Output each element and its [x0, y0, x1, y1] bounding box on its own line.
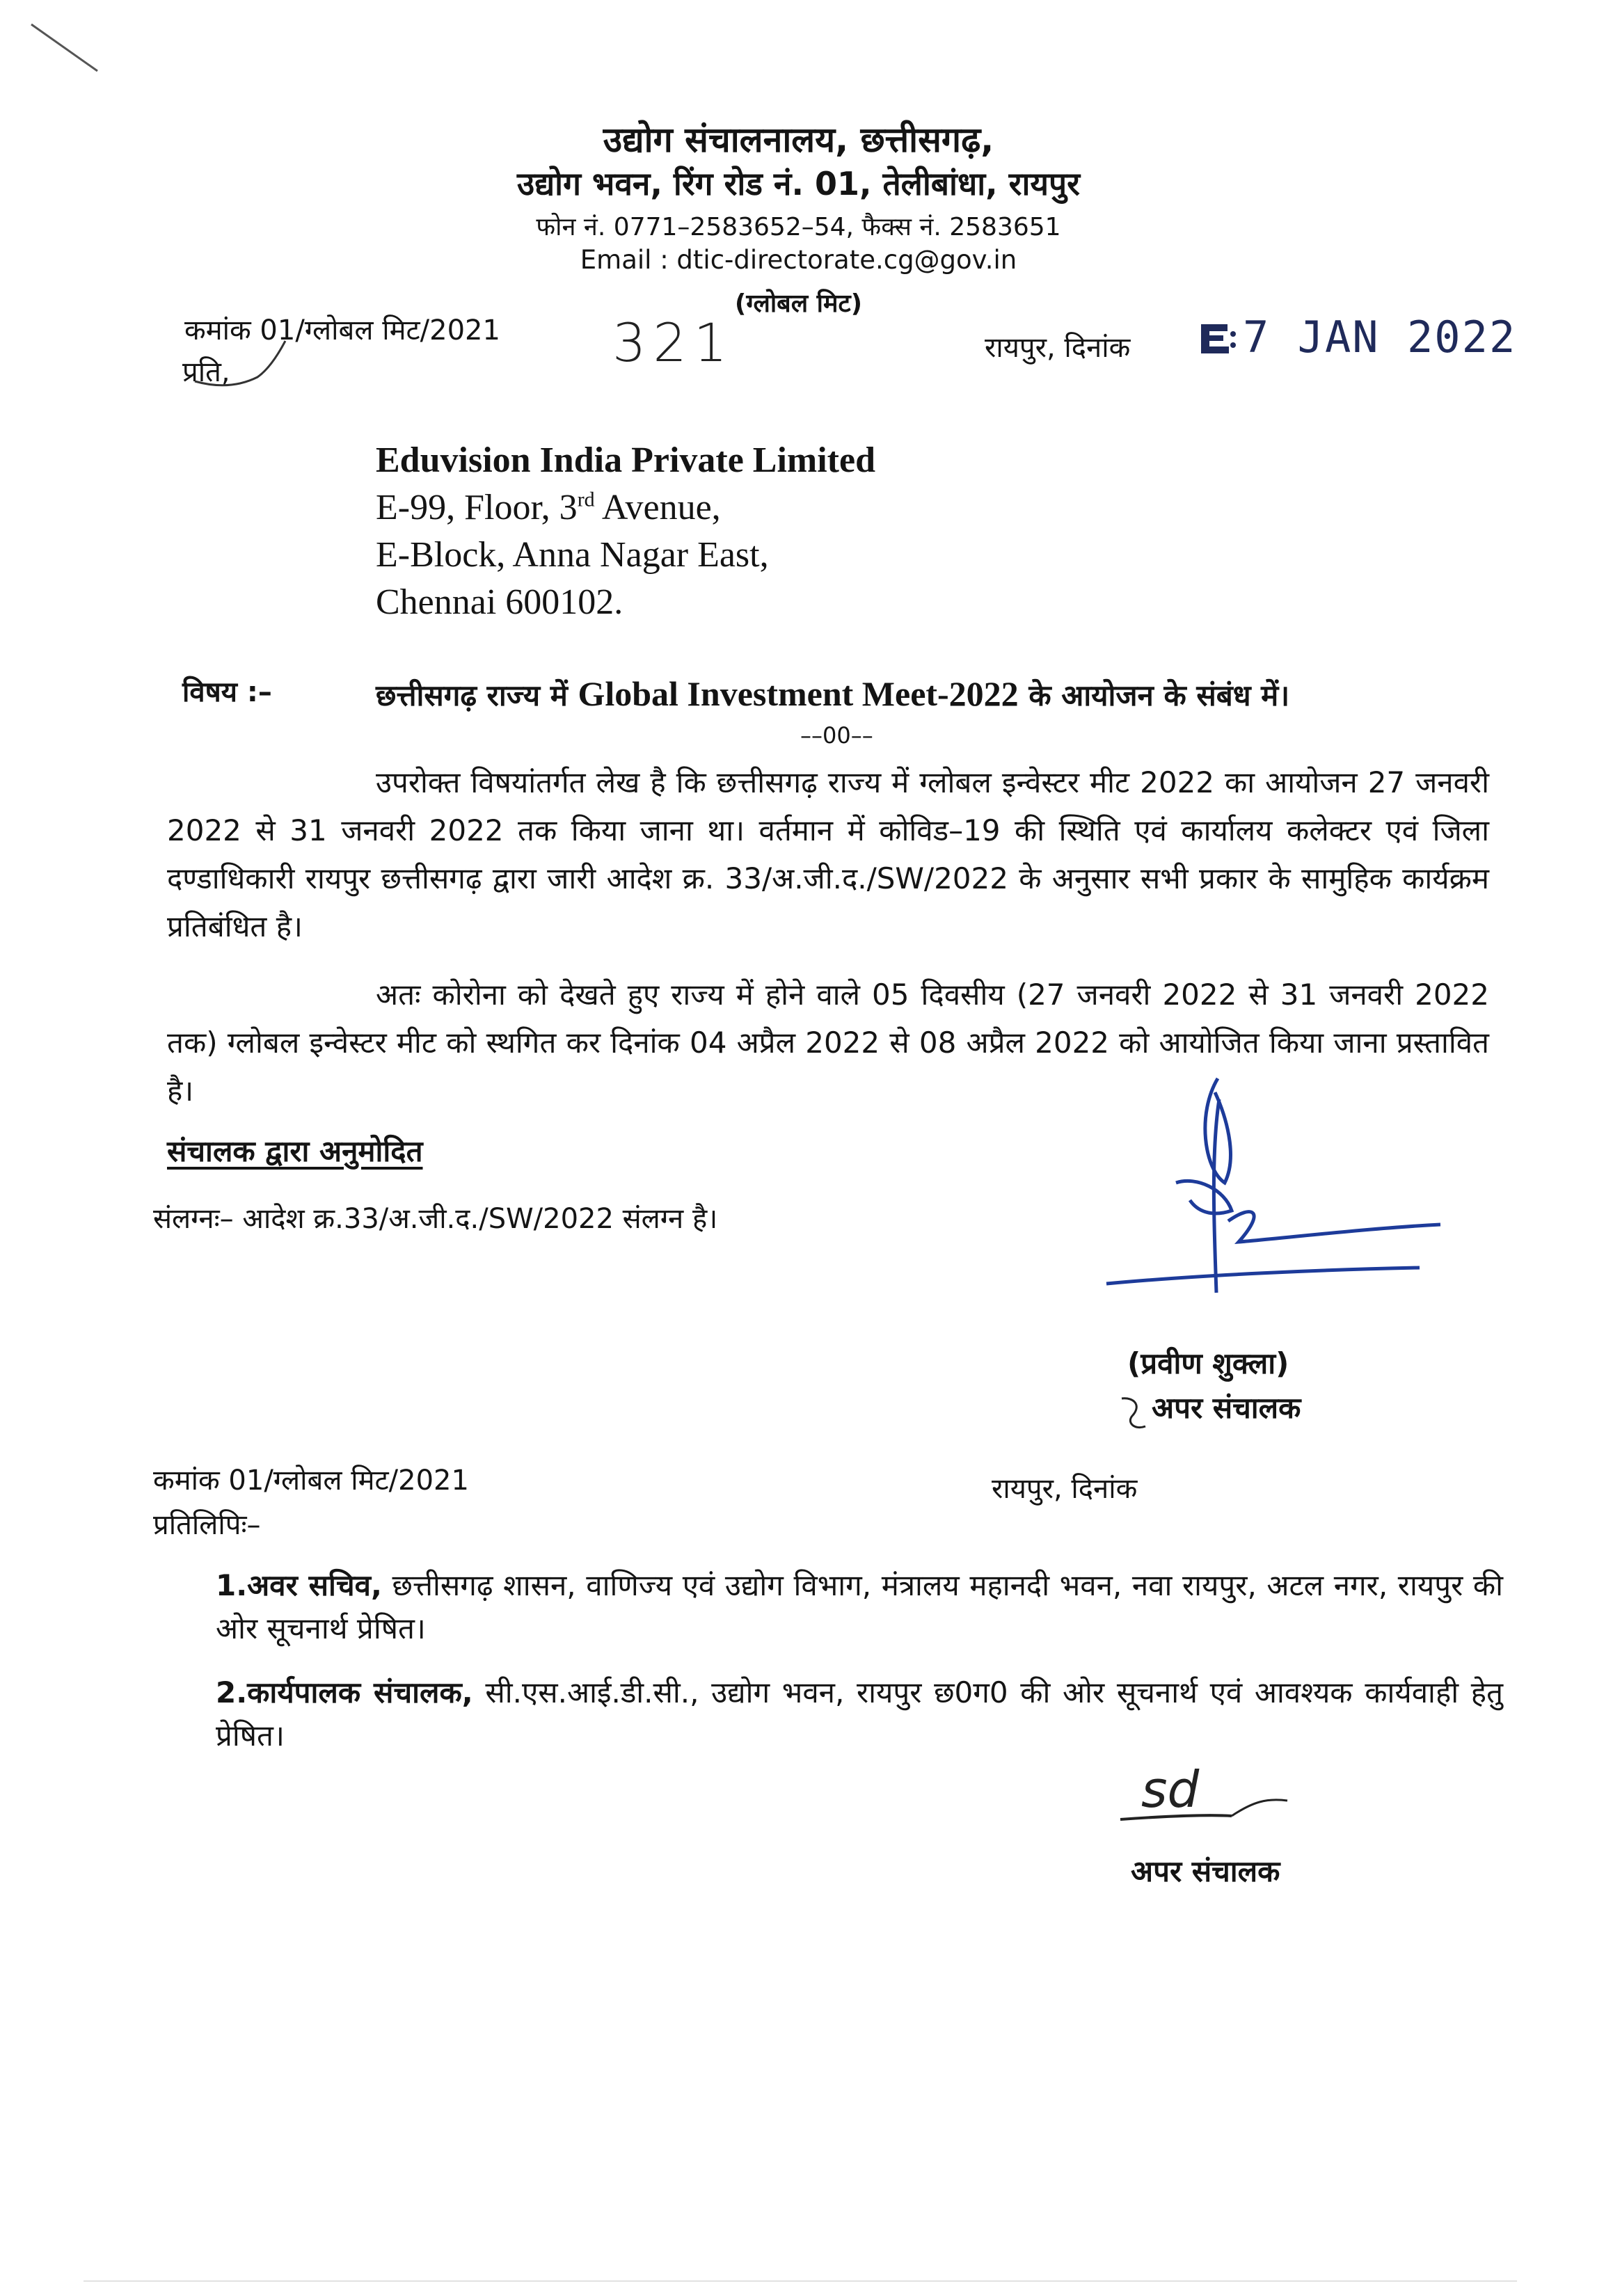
copy-item-2 [216, 1671, 1503, 1757]
recipient-label: प्रति, [182, 356, 230, 388]
copy-label: प्रतिलिपिः– [153, 1509, 261, 1541]
signatory-name: (प्रवीण शुक्ला) [1127, 1346, 1289, 1380]
subject-text-hindi: छत्तीसगढ़ राज्य में [376, 678, 568, 712]
signature-graphic [1093, 1071, 1461, 1308]
letterhead-office: उद्योग संचालनालय, छत्तीसगढ़, [603, 120, 994, 160]
copy-designation: अपर संचालक [1131, 1854, 1280, 1888]
addressee-line1-sup: rd [577, 488, 595, 511]
letterhead-phone: फोन नं. 0771–2583652–54, फैक्स नं. 2583651 [536, 213, 1061, 241]
copy-reference-number: कमांक 01/ग्लोबल मिट/2021 [153, 1465, 469, 1497]
subject-separator: ––00–– [800, 722, 873, 749]
approval-note: संचालक द्वारा अनुमोदित [167, 1134, 423, 1168]
subject-text-hindi-end: के आयोजन के संबंध में। [1028, 678, 1290, 712]
copy-item-2-text: सी.एस.आई.डी.सी., उद्योग भवन, रायपुर छ0ग0 की ओर सूचनार्थ एवं आवश्यक कार्यवाही हेतु प्रेषित। [216, 1675, 1504, 1753]
copy-item-1-text: छत्तीसगढ़ शासन, वाणिज्य एवं उद्योग विभाग, मंत्रालय महानदी भवन, नवा रायपुर, अटल नगर, रायपुर की ओर सूचनार्थ प्रेषित। [216, 1568, 1503, 1645]
body-paragraph-1: उपरोक्त विषयांतर्गत लेख है कि छत्तीसगढ़ राज्य में ग्लोबल इन्वेस्टर मीट 2022 का आयोजन 27 जनवरी 2022 से 31 जनवरी 2022 तक किया जाना था। वर्तमान में कोविड–19 की स्थिति एवं कार्यालय कलेक्टर एवं जिला दण्डाधिकारी रायपुर छत्तीसगढ़ द्वारा जारी आदेश क्र. 33/अ.जी.द./SW/2022 के अनुसार सभी प्रकार के सामुहिक कार्यक्रम प्रतिबंधित है। [167, 765, 1489, 943]
subject-text-english: Global Investment Meet-2022 [578, 674, 1019, 713]
addressee-line1-main: E-99, Floor, 3 [376, 488, 578, 527]
addressee-line1-tail: Avenue, [594, 488, 721, 527]
enclosure-note: संलग्नः– आदेश क्र.33/अ.जी.द./SW/2022 संलग्न है। [153, 1203, 718, 1235]
copy-item-2-recipient: 2.कार्यपालक संचालक, [216, 1675, 473, 1709]
addressee-line1 [376, 487, 721, 528]
copy-item-1 [216, 1564, 1503, 1650]
body-paragraph-2: अतः कोरोना को देखते हुए राज्य में होने वाले 05 दिवसीय (27 जनवरी 2022 से 31 जनवरी 2022 तक) ग्लोबल इन्वेस्टर मीट को स्थगित कर दिनांक 04 अप्रैल 2022 से 08 अप्रैल 2022 को आयोजित किया जाना प्रस्तावित है। [167, 978, 1489, 1108]
date-stamp-text: 7 JAN 2022 [1243, 312, 1517, 362]
addressee-line2: E-Block, Anna Nagar East, [376, 535, 769, 575]
date-stamp [1197, 312, 1516, 362]
letterhead-address: उद्योग भवन, रिंग रोड नं. 01, तेलीबांधा, रायपुर [516, 165, 1080, 202]
letterhead-section: (ग्लोबल मिट) [734, 289, 863, 318]
copy-place-date: रायपुर, दिनांक [992, 1473, 1138, 1505]
sd-mark: sd [1141, 1760, 1200, 1819]
initial-scribble [1113, 1392, 1155, 1440]
addressee-line3: Chennai 600102. [376, 582, 623, 622]
addressee-name: Eduvision India Private Limited [376, 440, 875, 480]
ref-underline-scribble [181, 327, 320, 390]
date-stamp-mark [1197, 319, 1236, 358]
place-date-label: रायपुर, दिनांक [985, 332, 1131, 364]
reference-number: कमांक 01/ग्लोबल मिट/2021 [184, 314, 500, 346]
copy-item-1-recipient: 1.अवर सचिव, [216, 1568, 382, 1602]
handwritten-dispatch-number: 321 [612, 312, 735, 374]
scan-mark [28, 21, 104, 77]
signatory-designation: अपर संचालक [1152, 1391, 1301, 1425]
subject-label: विषय :– [182, 676, 272, 708]
subject-line [376, 673, 1289, 715]
sd-underline [1113, 1788, 1294, 1830]
letterhead-email: Email : dtic-directorate.cg@gov.in [580, 245, 1017, 275]
